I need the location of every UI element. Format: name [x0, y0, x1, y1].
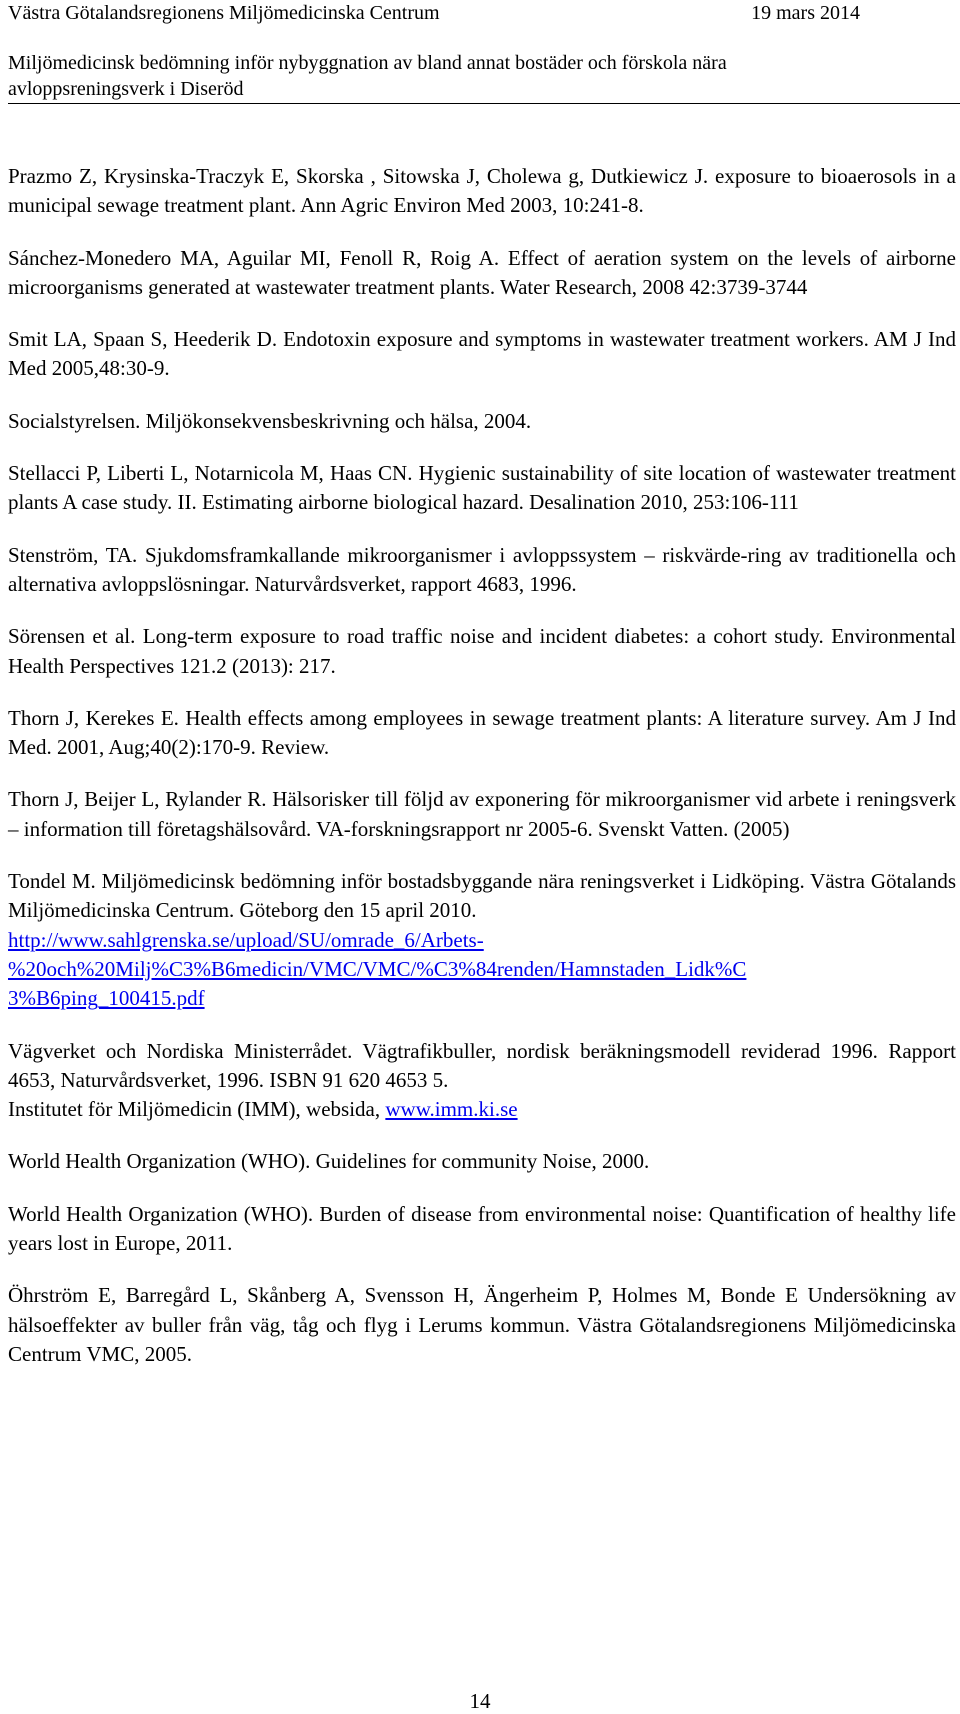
reference-list [8, 162, 956, 1392]
header-subtitle-line-2: avloppsreningsverk i Diseröd [8, 78, 244, 100]
header-top-row [8, 2, 860, 24]
reference-ohrstrom: Öhrström E, Barregård L, Skånberg A, Svensson H, Ängerheim P, Holmes M, Bonde E Undersökning av hälsoeffekter av buller från väg, tåg och flyg i Lerums kommun. Västra Götalandsregionens Miljömedicinska Centrum VMC, 2005. [8, 1283, 956, 1366]
reference-thorn-kerekes: Thorn J, Kerekes E. Health effects among employees in sewage treatment plants: A literature survey. Am J Ind Med. 2001, Aug;40(2):170-9. Review. [8, 705, 956, 760]
reference-sanchez-monedero: Sánchez-Monedero MA, Aguilar MI, Fenoll R, Roig A. Effect of aeration system on the levels of airborne microorganisms generated at wastewater treatment plants. Water Research, 2008 42:3739-3744 [8, 245, 956, 299]
reference-tondel-url-line-2[interactable]: %20och%20Milj%C3%B6medicin/VMC/VMC/%C3%84renden/Hamnstaden_Lidk%C [8, 956, 747, 981]
page-header [8, 0, 960, 104]
reference-socialstyrelsen: Socialstyrelsen. Miljökonsekvensbeskrivning och hälsa, 2004. [8, 408, 532, 433]
reference-tondel-text: Tondel M. Miljömedicinsk bedömning inför bostadsbyggande nära reningsverket i Lidköping. Västra Götalands Miljömedicinska Centrum. Göteborg den 15 april 2010. [8, 869, 956, 923]
reference-who-burden: World Health Organization (WHO). Burden of disease from environmental noise: Quantification of healthy life years lost in Europe, 2011. [8, 1201, 956, 1256]
reference-who-guidelines: World Health Organization (WHO). Guidelines for community Noise, 2000. [8, 1149, 650, 1174]
page-number: 14 [469, 1689, 491, 1713]
header-subtitle-line-1: Miljömedicinsk bedömning inför nybyggnation av bland annat bostäder och förskola nära [8, 52, 727, 74]
reference-prazmo: Prazmo Z, Krysinska-Traczyk E, Skorska , Sitowska J, Cholewa g, Dutkiewicz J. exposure to bioaerosols in a municipal sewage treatment plant. Ann Agric Environ Med 2003, 10:241-8. [8, 164, 956, 218]
reference-smit: Smit LA, Spaan S, Heederik D. Endotoxin exposure and symptoms in wastewater treatment workers. AM J Ind Med 2005,48:30-9. [8, 327, 956, 381]
header-date: 19 mars 2014 [751, 2, 860, 24]
reference-stenstrom: Stenström, TA. Sjukdomsframkallande mikroorganismer i avloppssystem – riskvärde-ring av traditionella och alternativa avloppslösningar. Naturvårdsverket, rapport 4683, 1996. [8, 542, 956, 596]
reference-tondel-url-line-3[interactable]: 3%B6ping_100415.pdf [8, 986, 205, 1011]
reference-imm [8, 1095, 956, 1124]
reference-vagverket: Vägverket och Nordiska Ministerrådet. Vägtrafikbuller, nordisk beräkningsmodell reviderad 1996. Rapport 4653, Naturvårdsverket, 1996. ISBN 91 620 4653 5. [8, 1038, 956, 1092]
reference-thorn-beijer: Thorn J, Beijer L, Rylander R. Hälsorisker till följd av exponering för mikroorganismer vid arbete i reningsverk – information till företagshälsovård. VA-forskningsrapport nr 2005-6. Svenskt Vatten. (2005) [8, 787, 956, 841]
reference-tondel [8, 867, 956, 1013]
reference-imm-text: Institutet för Miljömedicin (IMM), websida, [8, 1097, 386, 1122]
reference-tondel-url-line-1[interactable]: http://www.sahlgrenska.se/upload/SU/omrade_6/Arbets- [8, 927, 484, 952]
header-organization: Västra Götalandsregionens Miljömedicinska Centrum [8, 2, 440, 24]
header-subtitle [8, 50, 908, 102]
reference-stellacci: Stellacci P, Liberti L, Notarnicola M, Haas CN. Hygienic sustainability of site location of wastewater treatment plants A case study. II. Estimating airborne biological hazard. Desalination 2010, 253:106-111 [8, 461, 956, 515]
reference-imm-link[interactable]: www.imm.ki.se [385, 1097, 518, 1122]
reference-sorensen: Sörensen et al. Long-term exposure to road traffic noise and incident diabetes: a cohort study. Environmental Health Perspectives 121.2 (2013): 217. [8, 624, 956, 678]
